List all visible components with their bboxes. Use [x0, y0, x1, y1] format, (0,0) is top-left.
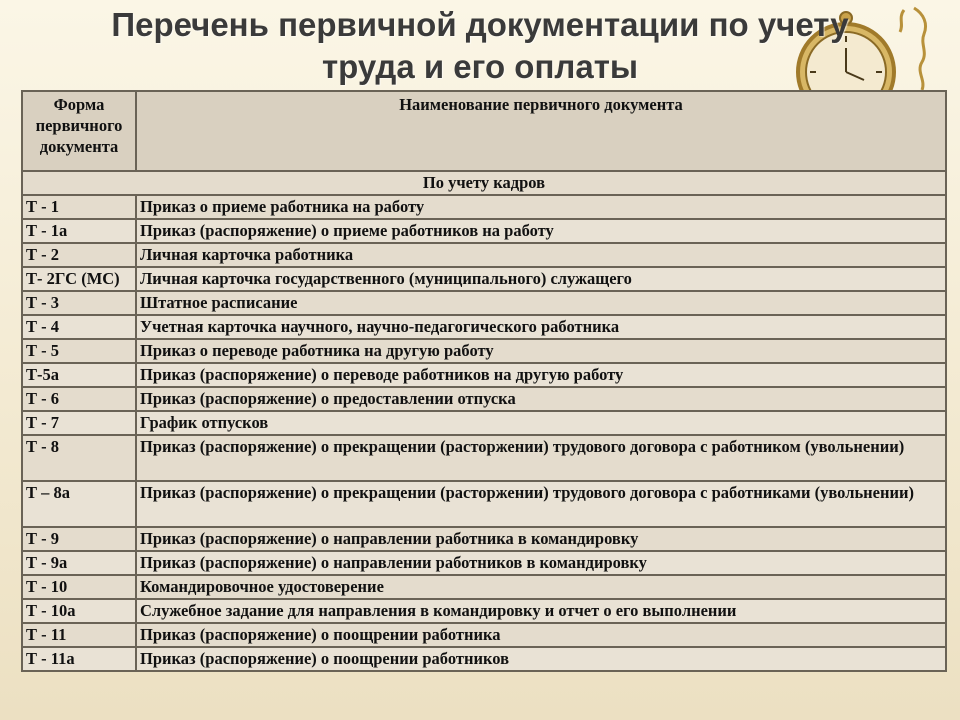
form-code-cell: Т - 11а [22, 647, 136, 671]
document-name-cell: Личная карточка работника [136, 243, 946, 267]
section-title: По учету кадров [22, 171, 946, 195]
title-line-1: Перечень первичной документации по учету [111, 6, 849, 43]
document-name-cell: Приказ (распоряжение) о переводе работников на другую работу [136, 363, 946, 387]
header-form-code: Форма первичного документа [22, 91, 136, 171]
table-row [22, 527, 946, 551]
table-row [22, 481, 946, 527]
form-code-cell: Т-5а [22, 363, 136, 387]
document-name-cell: Служебное задание для направления в командировку и отчет о его выполнении [136, 599, 946, 623]
form-code-cell: Т- 2ГС (МС) [22, 267, 136, 291]
document-name-cell: Приказ (распоряжение) о предоставлении отпуска [136, 387, 946, 411]
form-code-cell: Т - 9 [22, 527, 136, 551]
document-name-cell: Приказ о переводе работника на другую работу [136, 339, 946, 363]
document-name-cell: Личная карточка государственного (муниципального) служащего [136, 267, 946, 291]
form-code-cell: Т - 3 [22, 291, 136, 315]
table-header-row [22, 91, 946, 171]
table-row [22, 339, 946, 363]
section-row [22, 171, 946, 195]
document-name-cell: Приказ (распоряжение) о приеме работников на работу [136, 219, 946, 243]
table-row [22, 195, 946, 219]
table-row [22, 363, 946, 387]
document-name-cell: Приказ (распоряжение) о поощрении работника [136, 623, 946, 647]
form-code-cell: Т - 10а [22, 599, 136, 623]
table-row [22, 219, 946, 243]
table-row [22, 575, 946, 599]
document-name-cell: Приказ (распоряжение) о направлении работников в командировку [136, 551, 946, 575]
table-row [22, 551, 946, 575]
table-row [22, 435, 946, 481]
document-name-cell: Приказ (распоряжение) о направлении работника в командировку [136, 527, 946, 551]
table-row [22, 267, 946, 291]
table-row [22, 387, 946, 411]
table-row [22, 411, 946, 435]
form-code-cell: Т - 11 [22, 623, 136, 647]
document-name-cell: Командировочное удостоверение [136, 575, 946, 599]
document-name-cell: Приказ (распоряжение) о прекращении (расторжении) трудового договора с работником (увольнении) [136, 435, 946, 481]
form-code-cell: Т - 6 [22, 387, 136, 411]
form-code-cell: Т - 1 [22, 195, 136, 219]
slide-title [0, 4, 960, 88]
form-code-cell: Т – 8а [22, 481, 136, 527]
table-body [22, 171, 946, 671]
table-row [22, 291, 946, 315]
form-code-cell: Т - 4 [22, 315, 136, 339]
documents-table [21, 90, 947, 672]
document-name-cell: Приказ (распоряжение) о прекращении (расторжении) трудового договора с работниками (увольнении) [136, 481, 946, 527]
form-code-cell: Т - 5 [22, 339, 136, 363]
table-row [22, 623, 946, 647]
document-name-cell: Приказ о приеме работника на работу [136, 195, 946, 219]
form-code-cell: Т - 8 [22, 435, 136, 481]
document-name-cell: График отпусков [136, 411, 946, 435]
table-row [22, 315, 946, 339]
form-code-cell: Т - 10 [22, 575, 136, 599]
table-row [22, 647, 946, 671]
form-code-cell: Т - 7 [22, 411, 136, 435]
table-row [22, 599, 946, 623]
form-code-cell: Т - 1а [22, 219, 136, 243]
title-line-2: труда и его оплаты [321, 48, 639, 85]
document-name-cell: Учетная карточка научного, научно-педагогического работника [136, 315, 946, 339]
form-code-cell: Т - 2 [22, 243, 136, 267]
table-row [22, 243, 946, 267]
header-document-name: Наименование первичного документа [136, 91, 946, 171]
document-name-cell: Приказ (распоряжение) о поощрении работников [136, 647, 946, 671]
document-name-cell: Штатное расписание [136, 291, 946, 315]
form-code-cell: Т - 9а [22, 551, 136, 575]
